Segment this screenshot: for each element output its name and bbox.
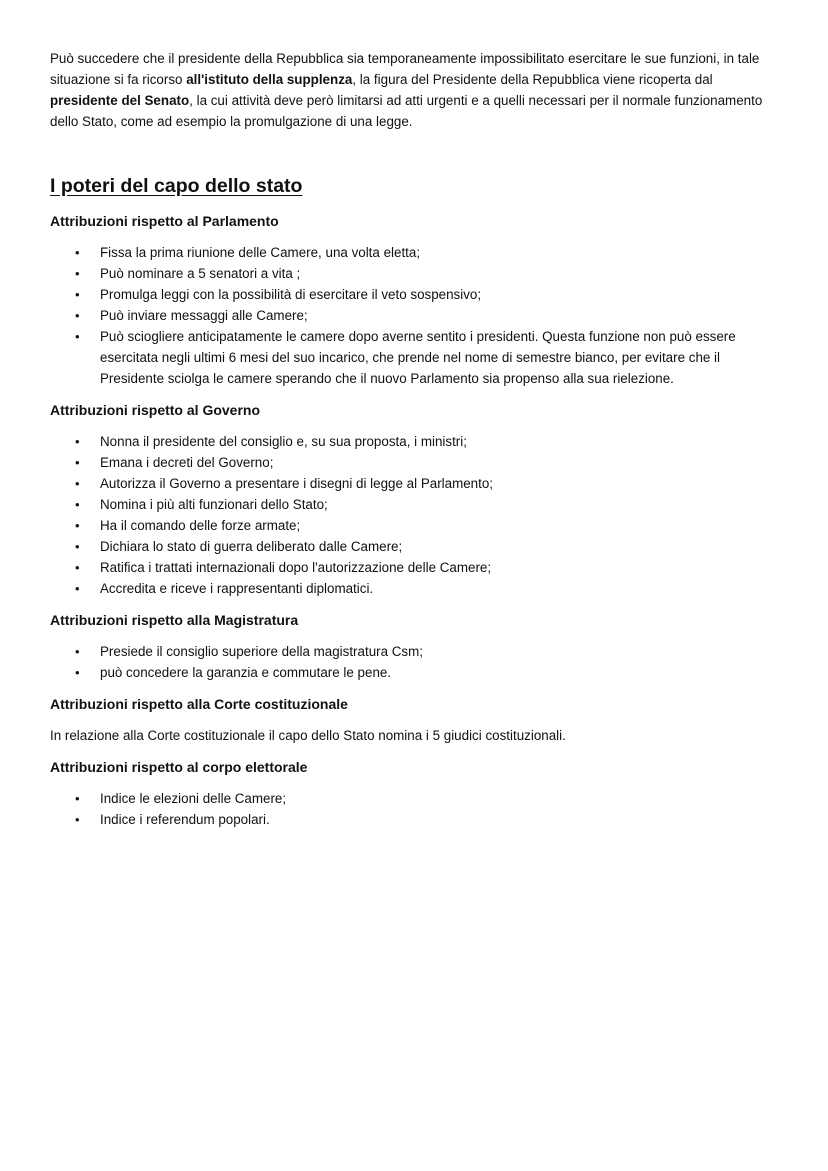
bullet-icon: • bbox=[75, 434, 80, 449]
list-item: • Ratifica i trattati internazionali dopo l'autorizzazione delle Camere; bbox=[50, 557, 780, 578]
bullet-icon: • bbox=[75, 791, 80, 806]
section-heading-corpo-elettorale: Attribuzioni rispetto al corpo elettorale bbox=[50, 759, 308, 775]
list-item: • Indice i referendum popolari. bbox=[50, 809, 780, 830]
list-item: • Dichiara lo stato di guerra deliberato dalle Camere; bbox=[50, 536, 780, 557]
intro-text-1: Può succedere che il presidente della Repubblica sia temporaneamente impossibilitato esercitare le sue funzioni, in tale situazione si fa ricorso bbox=[50, 51, 760, 87]
list-item: • Nonna il presidente del consiglio e, su sua proposta, i ministri; bbox=[50, 431, 780, 452]
list-item: • Accredita e riceve i rappresentanti diplomatici. bbox=[50, 578, 780, 599]
list-parlamento bbox=[50, 242, 780, 389]
corte-paragraph: In relazione alla Corte costituzionale il capo dello Stato nomina i 5 giudici costituzionali. bbox=[50, 728, 566, 743]
list-item: • Emana i decreti del Governo; bbox=[50, 452, 780, 473]
bullet-icon: • bbox=[75, 266, 80, 281]
section-heading-corte: Attribuzioni rispetto alla Corte costituzionale bbox=[50, 696, 348, 712]
bullet-icon: • bbox=[75, 329, 80, 344]
intro-bold-presidente-senato: presidente del Senato bbox=[50, 93, 190, 108]
section-heading-magistratura: Attribuzioni rispetto alla Magistratura bbox=[50, 612, 299, 628]
bullet-icon: • bbox=[75, 455, 80, 470]
list-item: • Fissa la prima riunione delle Camere, una volta eletta; bbox=[50, 242, 780, 263]
bullet-icon: • bbox=[75, 581, 80, 596]
bullet-icon: • bbox=[75, 539, 80, 554]
bullet-icon: • bbox=[75, 560, 80, 575]
intro-paragraph bbox=[50, 48, 780, 132]
list-item: • Autorizza il Governo a presentare i disegni di legge al Parlamento; bbox=[50, 473, 780, 494]
intro-bold-supplenza: all'istituto della supplenza bbox=[186, 72, 353, 87]
list-item: • Può nominare a 5 senatori a vita ; bbox=[50, 263, 780, 284]
section-heading-governo: Attribuzioni rispetto al Governo bbox=[50, 402, 261, 418]
list-item: • può concedere la garanzia e commutare le pene. bbox=[50, 662, 780, 683]
bullet-icon: • bbox=[75, 287, 80, 302]
list-item: • Nomina i più alti funzionari dello Stato; bbox=[50, 494, 780, 515]
bullet-icon: • bbox=[75, 644, 80, 659]
list-item: • Può sciogliere anticipatamente le camere dopo averne sentito i presidenti. Questa funzione non può essere esercitata negli ultimi 6 mesi del suo incarico, che prende nel nome di semestre bianco, per evitare che il Presidente sciolga le camere sperando che il nuovo Parlamento sia propenso alla sua rielezione. bbox=[50, 326, 780, 389]
list-item: • Indice le elezioni delle Camere; bbox=[50, 788, 780, 809]
page-title: I poteri del capo dello stato bbox=[50, 175, 303, 197]
list-corpo-elettorale bbox=[50, 788, 780, 830]
list-item: • Ha il comando delle forze armate; bbox=[50, 515, 780, 536]
bullet-icon: • bbox=[75, 245, 80, 260]
bullet-icon: • bbox=[75, 476, 80, 491]
bullet-icon: • bbox=[75, 308, 80, 323]
bullet-icon: • bbox=[75, 812, 80, 827]
intro-text-3: , la cui attività deve però limitarsi ad atti urgenti e a quelli necessari per il normale funzionamento dello Stato, come ad esempio la promulgazione di una legge. bbox=[50, 93, 763, 129]
list-governo bbox=[50, 431, 780, 599]
bullet-icon: • bbox=[75, 497, 80, 512]
list-item: • Promulga leggi con la possibilità di esercitare il veto sospensivo; bbox=[50, 284, 780, 305]
intro-text-2: , la figura del Presidente della Repubblica viene ricoperta dal bbox=[352, 72, 713, 87]
list-magistratura bbox=[50, 641, 780, 683]
list-item: • Presiede il consiglio superiore della magistratura Csm; bbox=[50, 641, 780, 662]
document-page bbox=[50, 48, 780, 830]
section-heading-parlamento: Attribuzioni rispetto al Parlamento bbox=[50, 213, 279, 229]
bullet-icon: • bbox=[75, 518, 80, 533]
list-item: • Può inviare messaggi alle Camere; bbox=[50, 305, 780, 326]
bullet-icon: • bbox=[75, 665, 80, 680]
